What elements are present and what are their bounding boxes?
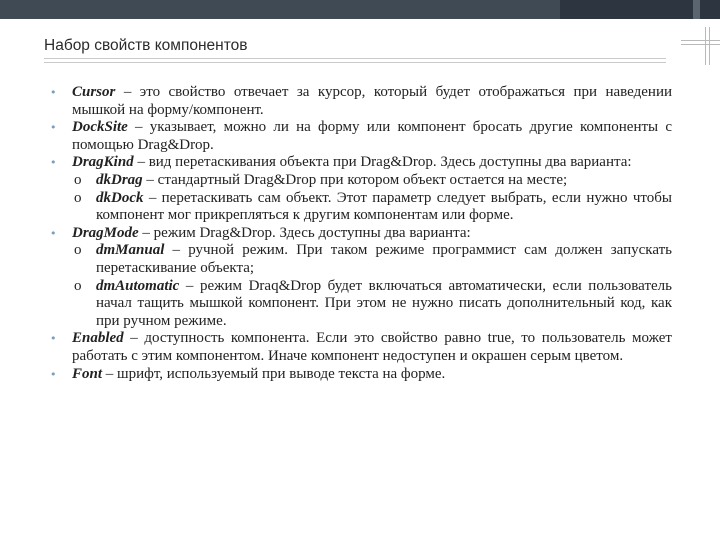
corner-decoration — [681, 40, 720, 41]
list-item — [50, 119, 672, 154]
bullet-icon: • — [50, 226, 57, 240]
sub-bullet-icon: o — [74, 189, 82, 206]
option-description: – ручной режим. При таком режиме программист сам должен запускать перетаскивание объекта; — [96, 242, 672, 276]
bullet-icon: • — [50, 86, 57, 99]
option-term: dmAutomatic — [96, 277, 180, 294]
top-banner-block — [700, 0, 720, 19]
sub-bullet-icon: o — [74, 242, 82, 259]
property-description: – вид перетаскивания объекта при Drag&Drop. Здесь доступны два варианта: — [133, 154, 632, 171]
option-description: – стандартный Drag&Drop при котором объект остается на месте; — [142, 171, 568, 188]
sub-list-item — [50, 278, 672, 331]
option-description: – перетаскивать сам объект. Этот параметр следует выбрать, если нужно чтобы компонент мог прикрепляться к другим компонентам или форме. — [96, 189, 672, 224]
top-banner-block — [560, 0, 693, 19]
property-term: DragKind — [72, 154, 134, 171]
property-term: Enabled — [72, 330, 124, 347]
corner-decoration — [681, 44, 720, 45]
list-item — [50, 84, 672, 119]
corner-decoration — [705, 27, 706, 65]
sub-bullet-icon: o — [74, 171, 82, 188]
top-banner-accent — [693, 0, 700, 19]
list-item — [50, 154, 672, 172]
bullet-icon: • — [50, 367, 57, 381]
sub-list-item — [50, 190, 672, 225]
property-description: – доступность компонента. Если это свойство равно true, то пользователь может работать с этим компонентом. Иначе компонент недоступен и окрашен серым цветом. — [72, 330, 672, 364]
bullet-icon: • — [50, 332, 57, 346]
property-description: – указывает, можно ли на форму или компонент бросать другие компоненты с помощью Drag&Drop. — [72, 119, 672, 153]
option-description: – режим Draq&Drop будет включаться автоматически, если пользователь начал тащить мышкой компонент. При этом не нужно писать дополнительный код, как при ручном режиме. — [96, 277, 672, 329]
bullet-list — [50, 84, 672, 383]
option-term: dkDock — [96, 189, 144, 206]
slide-title: Набор свойств компонентов — [44, 37, 248, 54]
bullet-icon: • — [50, 121, 57, 135]
property-term: Font — [72, 365, 103, 382]
sub-bullet-icon: o — [74, 277, 82, 294]
property-description: – шрифт, используемый при выводе текста на форме. — [102, 365, 446, 382]
property-term: DragMode — [72, 224, 139, 241]
sub-list-item — [50, 242, 672, 277]
option-term: dkDrag — [96, 171, 143, 188]
list-item — [50, 366, 672, 384]
title-rule — [44, 62, 666, 63]
property-description: – режим Drag&Drop. Здесь доступны два варианта: — [138, 224, 471, 241]
list-item — [50, 330, 672, 365]
property-description: – это свойство отвечает за курсор, который будет отображаться при наведении мышкой на форму/компонент. — [72, 84, 672, 118]
property-term: Cursor — [72, 84, 116, 100]
sub-list-item — [50, 172, 672, 190]
property-term: DockSite — [72, 119, 128, 136]
corner-decoration — [709, 27, 710, 65]
bullet-icon: • — [50, 156, 57, 170]
title-rule — [44, 58, 666, 59]
option-term: dmManual — [96, 242, 165, 259]
list-item — [50, 225, 672, 243]
